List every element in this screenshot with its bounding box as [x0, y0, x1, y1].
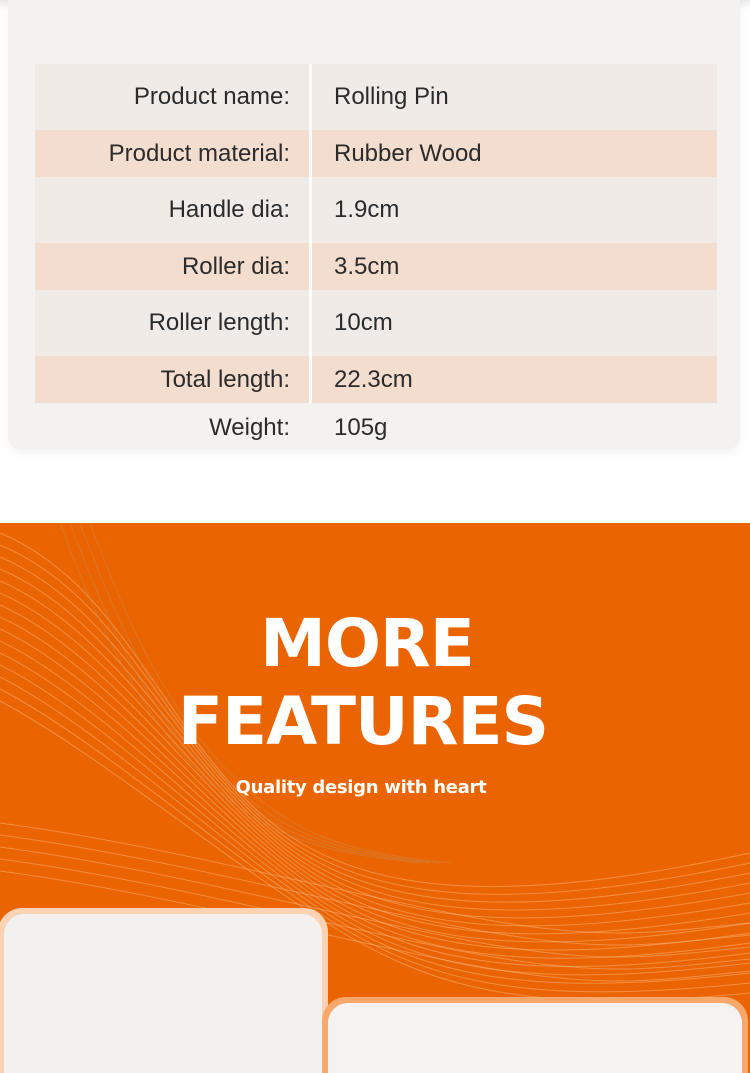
spec-value: 3.5cm	[334, 252, 400, 280]
spec-row-roller-length	[35, 290, 717, 356]
column-divider	[309, 64, 312, 130]
column-divider	[309, 130, 312, 177]
spec-label: Weight:	[209, 414, 290, 441]
feature-card-left-body	[4, 914, 322, 1073]
feature-card-right-body	[328, 1003, 742, 1073]
spec-label: Roller length:	[148, 309, 290, 336]
features-banner	[0, 523, 750, 1073]
spec-label: Handle dia:	[168, 196, 290, 223]
spec-row-product-material	[35, 130, 717, 177]
column-divider	[309, 243, 312, 290]
spec-row-handle-dia	[35, 177, 717, 243]
spec-value: Rubber Wood	[334, 139, 482, 167]
spec-value: 10cm	[334, 309, 393, 336]
spec-row-weight	[35, 403, 717, 453]
spec-row-total-length	[35, 356, 717, 403]
spec-row-product-name	[35, 64, 717, 130]
spec-value: Rolling Pin	[334, 83, 449, 110]
column-divider	[309, 356, 312, 403]
spec-value: 1.9cm	[334, 196, 400, 223]
feature-card-right	[322, 997, 748, 1073]
spec-label: Roller dia:	[181, 252, 290, 280]
feature-card-left	[0, 908, 328, 1073]
spec-label: Product material:	[108, 139, 290, 167]
column-divider	[309, 177, 312, 243]
spec-value: 22.3cm	[334, 365, 413, 393]
spec-label: Product name:	[133, 83, 290, 110]
column-divider	[309, 403, 312, 453]
features-subtitle: Quality design with heart	[235, 777, 487, 798]
spec-value: 105g	[334, 414, 388, 441]
spec-label: Total length:	[160, 365, 290, 393]
features-title-line-2: FEATURES	[177, 683, 549, 760]
features-title-line-1: MORE	[260, 605, 474, 682]
spec-row-roller-dia	[35, 243, 717, 290]
column-divider	[309, 290, 312, 356]
